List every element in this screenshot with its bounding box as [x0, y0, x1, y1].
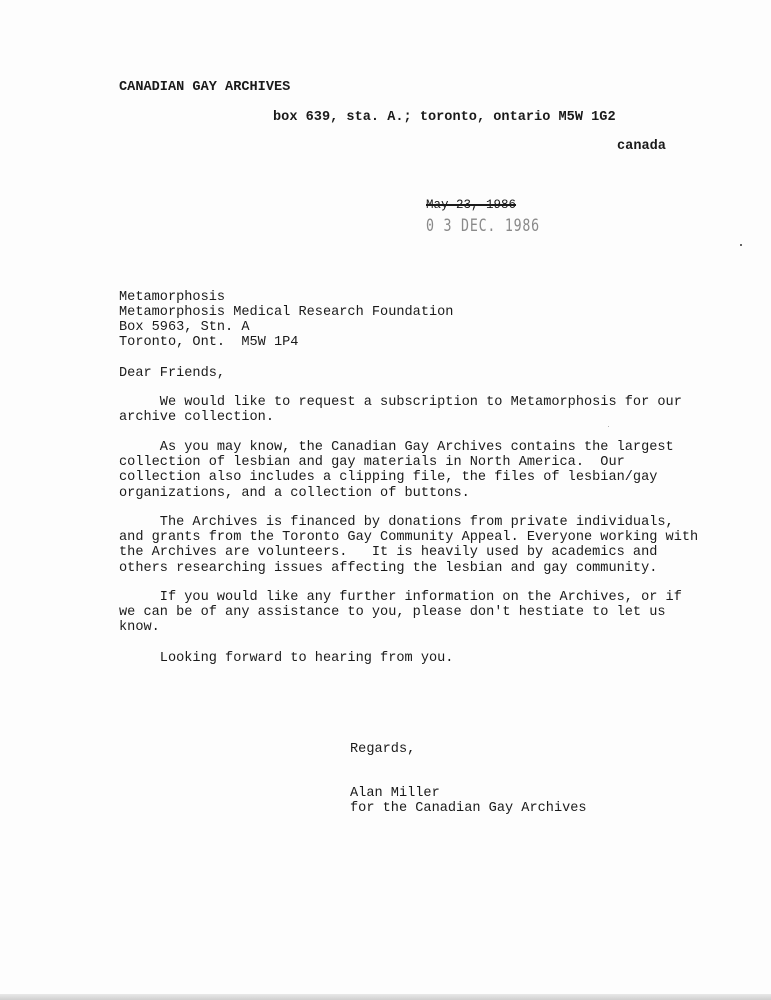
signer-name: Alan Miller [350, 786, 440, 801]
date-stamp: 0 3 DEC. 1986 [426, 216, 540, 236]
letterhead-address: box 639, sta. A.; toronto, ontario M5W 1G2 [273, 110, 616, 125]
body-paragraph-3: The Archives is financed by donations from private individuals, and grants from the Toronto Gay Community Appeal. Everyone working with the Archives are volunteers. It is heavily used by academics and others researching issues affecting the lesbian and gay community. [119, 515, 699, 576]
letterhead-country: canada [617, 139, 666, 154]
body-paragraph-4: If you would like any further information on the Archives, or if we can be of any assistance to you, please don't hestiate to let us know. [119, 590, 682, 636]
body-paragraph-2: As you may know, the Canadian Gay Archives contains the largest collection of lesbian and gay materials in North America. Our collection also includes a clipping file, the files of lesbian/gay organizations, and a collection of buttons. [119, 440, 674, 501]
body-paragraph-1: We would like to request a subscription to Metamorphosis for our archive collection. [119, 395, 682, 426]
recipient-line-3: Box 5963, Stn. A [119, 320, 250, 335]
letterhead-organization: CANADIAN GAY ARCHIVES [119, 80, 291, 95]
closing-regards: Regards, [350, 742, 416, 757]
recipient-line-1: Metamorphosis [119, 290, 226, 305]
salutation: Dear Friends, [119, 366, 226, 381]
recipient-line-4: Toronto, Ont. M5W 1P4 [119, 335, 299, 350]
scan-bottom-edge [0, 994, 771, 1000]
paper-speck [608, 426, 609, 427]
body-paragraph-5: Looking forward to hearing from you. [119, 651, 454, 666]
paper-speck [740, 244, 742, 246]
signer-title: for the Canadian Gay Archives [350, 801, 587, 816]
struck-date: May 23, 1986 [426, 198, 517, 212]
recipient-line-2: Metamorphosis Medical Research Foundation [119, 305, 454, 320]
